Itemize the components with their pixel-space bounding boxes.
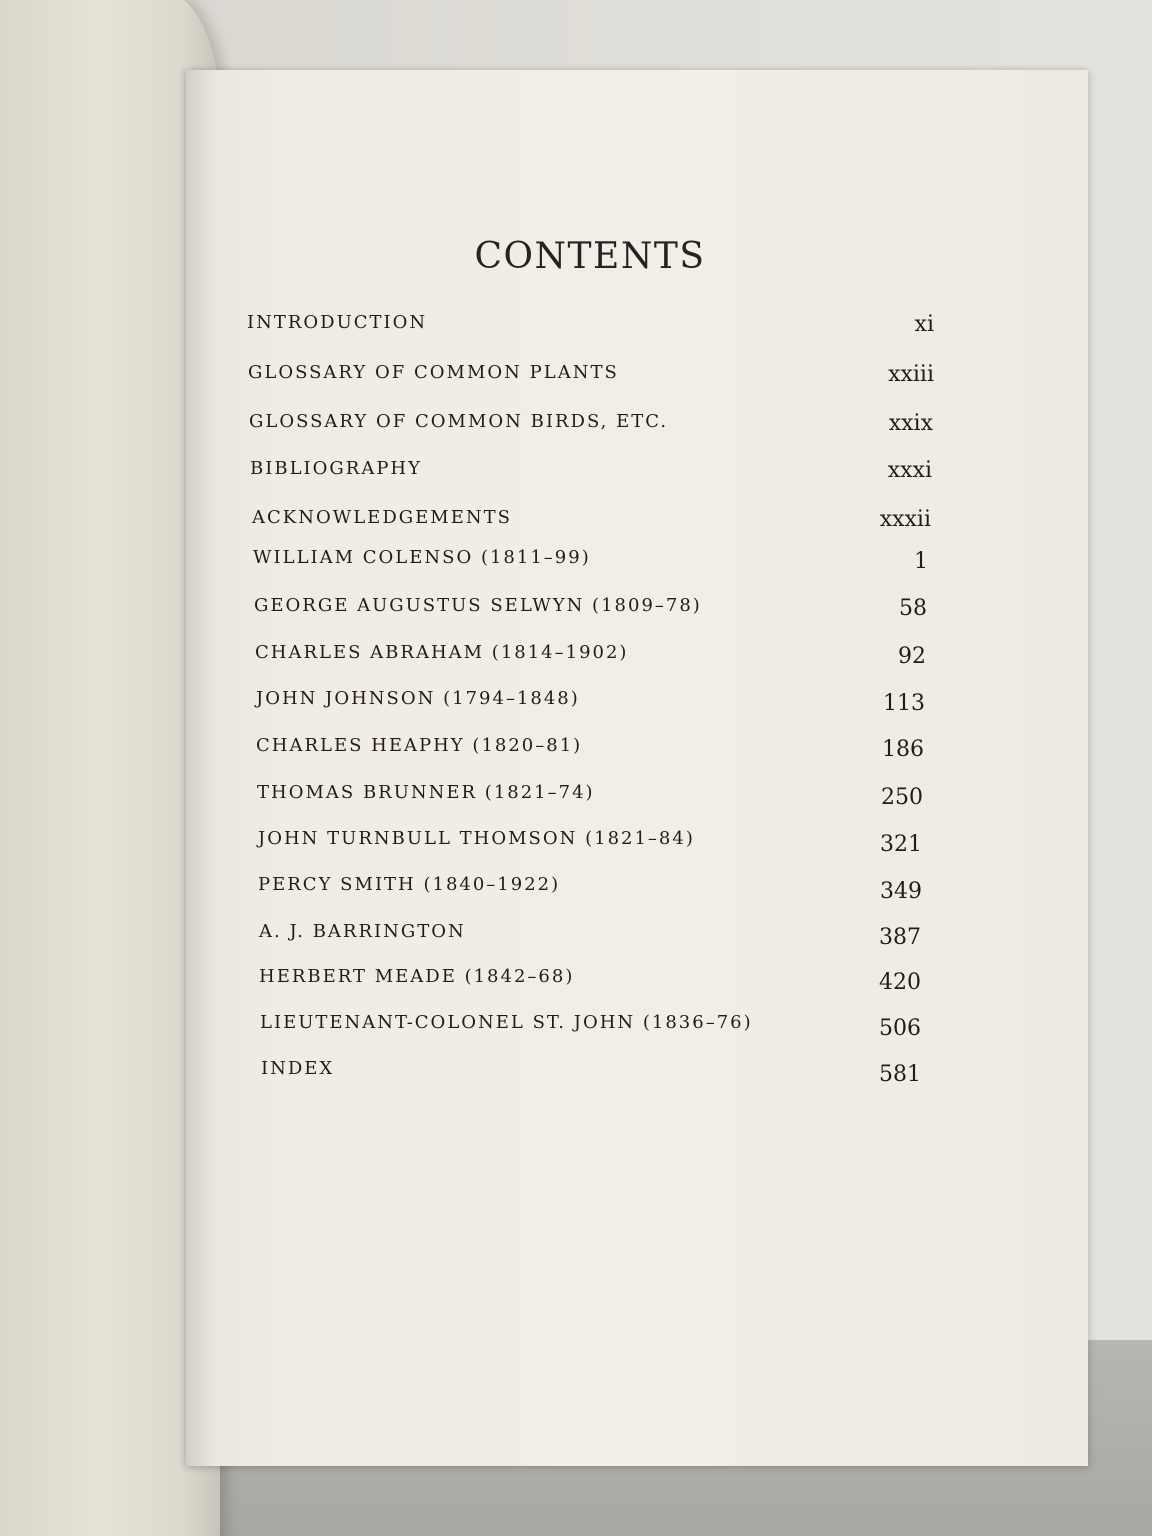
toc-entry-title: BIBLIOGRAPHY [250, 458, 423, 479]
toc-entry-page: 581 [879, 1062, 921, 1087]
toc-entry-title: GLOSSARY OF COMMON PLANTS [248, 362, 619, 383]
toc-entry-title: WILLIAM COLENSO (1811–99) [253, 547, 591, 568]
toc-entry-title: JOHN JOHNSON (1794–1848) [256, 688, 580, 709]
toc-entry-page: xxiii [888, 362, 934, 387]
toc-entry-page: 113 [883, 691, 925, 716]
toc-entry-title: GLOSSARY OF COMMON BIRDS, ETC. [249, 411, 669, 432]
toc-entry-page: 349 [880, 879, 922, 904]
toc-entry-title: INDEX [261, 1058, 335, 1079]
toc-entry-page: 387 [879, 925, 921, 950]
toc-entry-title: GEORGE AUGUSTUS SELWYN (1809–78) [254, 595, 702, 616]
toc-entry-page: 92 [898, 644, 926, 669]
toc-entry-page: 250 [881, 785, 923, 810]
toc-entry-page: xxxii [879, 507, 931, 532]
page-title: CONTENTS [474, 236, 706, 277]
toc-entry-page: xi [914, 312, 934, 337]
toc-entry-title: PERCY SMITH (1840–1922) [258, 874, 561, 895]
toc-entry-title: HERBERT MEADE (1842–68) [259, 966, 575, 987]
toc-entry-title: INTRODUCTION [247, 312, 428, 333]
toc-entry-page: 58 [899, 596, 927, 621]
toc-entry-title: JOHN TURNBULL THOMSON (1821–84) [258, 828, 695, 849]
toc-entry-page: 506 [879, 1016, 921, 1041]
toc-entry-page: 1 [914, 549, 928, 574]
toc-entry-page: 186 [882, 737, 924, 762]
toc-entry-page: xxxi [887, 458, 932, 483]
toc-entry-title: A. J. BARRINGTON [259, 921, 466, 942]
toc-entry-title: CHARLES ABRAHAM (1814–1902) [255, 642, 629, 663]
toc-entry-page: 420 [879, 970, 921, 995]
toc-entry-page: 321 [880, 832, 922, 857]
toc-entry-title: LIEUTENANT-COLONEL ST. JOHN (1836–76) [260, 1012, 753, 1033]
toc-entry-title: ACKNOWLEDGEMENTS [252, 507, 512, 528]
toc-entry-title: CHARLES HEAPHY (1820–81) [256, 735, 583, 756]
toc-entry-page: xxix [888, 411, 933, 436]
toc-entry-title: THOMAS BRUNNER (1821–74) [257, 782, 595, 803]
